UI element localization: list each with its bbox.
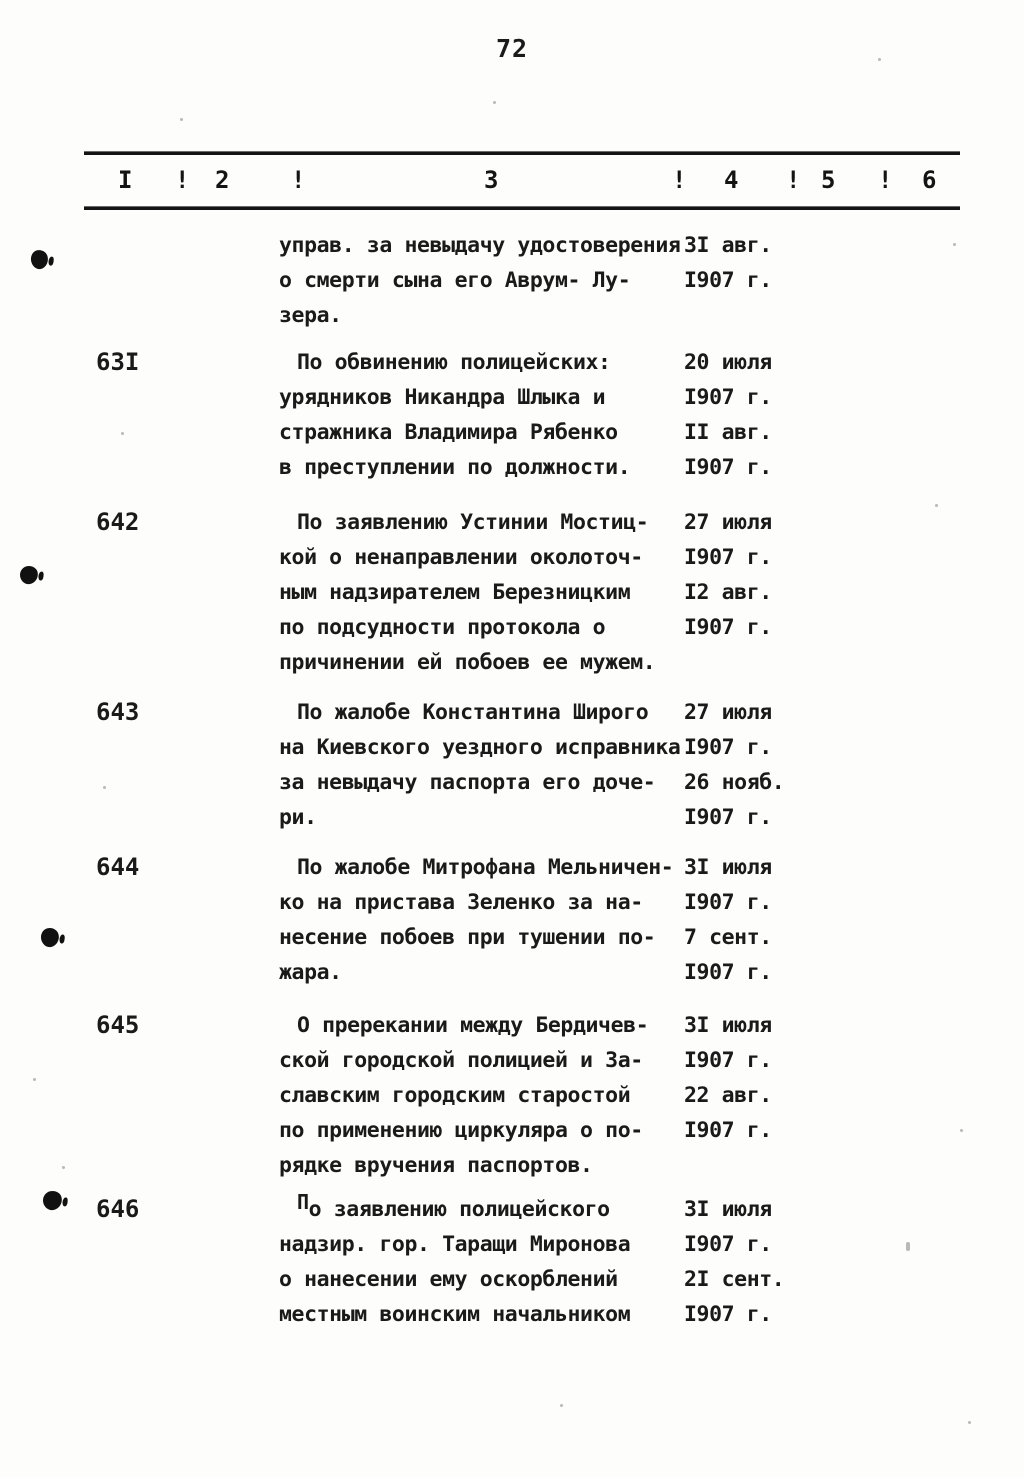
entry-line-text: ным надзирателем Березницким [279, 580, 631, 605]
entry-line [279, 450, 979, 485]
entry-line-date: I907 г. [684, 545, 772, 570]
entry-line [279, 415, 979, 450]
entry-body [279, 505, 979, 680]
entry-line-text: ри. [279, 805, 317, 830]
scan-speck [968, 1421, 971, 1424]
entry-number: 645 [96, 1011, 140, 1039]
scan-speck [121, 432, 124, 435]
entry-line-date: I907 г. [684, 1302, 772, 1327]
entry-line-text: кой о ненаправлении околоточ- [279, 545, 643, 570]
entry-body [279, 345, 979, 485]
entry-line-text: рядке вручения паспортов. [279, 1153, 593, 1178]
entry-number: 646 [96, 1195, 140, 1223]
entry-line-date: I907 г. [684, 455, 772, 480]
ink-blot-2 [18, 564, 39, 585]
entry-body [279, 850, 979, 990]
entry-line-date: 22 авг. [684, 1083, 772, 1108]
entry-line-text: о смерти сына его Аврум- Лу- [279, 268, 631, 293]
entry-line-text: зера. [279, 303, 342, 328]
entry-line-date: 3I авг. [684, 233, 772, 258]
entry-line-text: славским городским старостой [279, 1083, 631, 1108]
scan-speck [103, 786, 106, 789]
entry-line-date: I907 г. [684, 735, 772, 760]
scan-speck [935, 504, 938, 507]
entry-line-date: 27 июля [684, 510, 772, 535]
entry-line-text: несение побоев при тушении по- [279, 925, 656, 950]
entry-line-text: на Киевского уездного исправника [279, 735, 681, 760]
entry-line-date: 7 сент. [684, 925, 772, 950]
entry-line [279, 695, 979, 730]
entry-line-text: ко на пристава Зеленко за на- [279, 890, 643, 915]
entry-line-text: за невыдачу паспорта его доче- [279, 770, 656, 795]
entry-line-date: 3I июля [684, 1197, 772, 1222]
entry-line [279, 1227, 979, 1262]
entry-line [279, 610, 979, 645]
entry-line-date: I907 г. [684, 385, 772, 410]
entry-line-date: I907 г. [684, 1048, 772, 1073]
entry-body [279, 695, 979, 835]
entry-line-text: О пререкании между Бердичев- [297, 1013, 649, 1038]
entry-number: 643 [96, 698, 140, 726]
scan-speck [493, 101, 496, 104]
entry-line [279, 765, 979, 800]
entry-line-date: 3I июля [684, 1013, 772, 1038]
column-number-8: ! [786, 166, 801, 194]
entry-body [279, 228, 979, 333]
entry-line-text: о нанесении ему оскорблений [279, 1267, 618, 1292]
entry-number: 63I [96, 348, 140, 376]
column-number-6: ! [672, 166, 687, 194]
scan-speck [33, 1078, 36, 1081]
column-number-11: 6 [922, 166, 937, 194]
entry-line [279, 345, 979, 380]
column-number-5: 3 [484, 166, 499, 194]
entry-line-date: 26 нояб. [684, 770, 785, 795]
entry-line-text: урядников Никандра Шлыка и [279, 385, 606, 410]
entry-line-text: По жалобе Константина Широго [297, 700, 649, 725]
entry-line-text: По обвинению полицейских: [297, 350, 611, 375]
entry-line-text: По жалобе Митрофана Мельничен- [297, 855, 674, 880]
entry-line [279, 1008, 979, 1043]
entry-line [279, 298, 979, 333]
entry-line [279, 1262, 979, 1297]
entry-line-date: 3I июля [684, 855, 772, 880]
scan-speck [953, 243, 956, 246]
entry-line [279, 575, 979, 610]
entry-line-date: I907 г. [684, 1232, 772, 1257]
entry-body [279, 1008, 979, 1183]
entry-line [279, 228, 979, 263]
column-number-10: ! [878, 166, 893, 194]
entry-line-date: I2 авг. [684, 580, 772, 605]
entry-number: 644 [96, 853, 140, 881]
scan-speck [62, 1166, 65, 1169]
ink-blot-3 [39, 926, 61, 948]
ink-blot-1 [29, 248, 50, 270]
scan-speck [560, 1404, 563, 1407]
entry-line-text: местным воинским начальником [279, 1302, 631, 1327]
scan-speck [960, 1129, 963, 1132]
entry-line-text: в преступлении по должности. [279, 455, 631, 480]
entry-line-date: 27 июля [684, 700, 772, 725]
entry-line-text: надзир. гор. Таращи Миронова [279, 1232, 631, 1257]
scan-speck [180, 118, 183, 121]
entry-line [279, 920, 979, 955]
entry-line [279, 730, 979, 765]
column-number-9: 5 [821, 166, 836, 194]
entry-line-date: II авг. [684, 420, 772, 445]
entry-line [279, 885, 979, 920]
entry-line-date: 2I сент. [684, 1267, 785, 1292]
entry-line-date: I907 г. [684, 615, 772, 640]
entry-line-date: I907 г. [684, 1118, 772, 1143]
entry-line [279, 1148, 979, 1183]
entry-line [279, 850, 979, 885]
column-number-1: I [118, 166, 133, 194]
column-number-7: 4 [724, 166, 739, 194]
entry-line-date: I907 г. [684, 960, 772, 985]
entry-line-date: 20 июля [684, 350, 772, 375]
entry-line-date: I907 г. [684, 268, 772, 293]
entry-line-text: по применению циркуляра о по- [279, 1118, 643, 1143]
entry-line-date: I907 г. [684, 890, 772, 915]
column-number-4: ! [291, 166, 306, 194]
column-number-2: ! [175, 166, 190, 194]
entry-line [279, 800, 979, 835]
entry-body [279, 1192, 979, 1332]
entry-line [279, 645, 979, 680]
entry-line [279, 1078, 979, 1113]
entry-line-text: управ. за невыдачу удостоверения [279, 233, 681, 258]
entry-line [279, 263, 979, 298]
entry-line [279, 1043, 979, 1078]
raised-capital-letter: П [297, 1190, 309, 1214]
page-number: 72 [495, 34, 529, 63]
column-number-3: 2 [215, 166, 230, 194]
entry-line-text: По заявлению Устинии Мостиц- [297, 510, 649, 535]
entry-line-text-rest: о заявлению полицейского [308, 1197, 610, 1222]
entry-line-text: ской городской полицией и За- [279, 1048, 643, 1073]
entry-line [279, 505, 979, 540]
entry-line-text: причинении ей побоев ее мужем. [279, 650, 656, 675]
scan-speck [906, 1242, 910, 1251]
entry-line-date: I907 г. [684, 805, 772, 830]
scan-speck [878, 58, 881, 61]
entry-line-text: жара. [279, 960, 342, 985]
entry-number: 642 [96, 508, 140, 536]
ink-blot-4 [41, 1189, 64, 1212]
header-rule-top [84, 152, 960, 155]
entry-line-text [297, 1192, 610, 1227]
entry-line-text: по подсудности протокола о [279, 615, 606, 640]
entry-line [279, 540, 979, 575]
entry-line [279, 380, 979, 415]
column-number-header [84, 152, 960, 210]
entry-line [279, 1192, 979, 1227]
header-rule-bottom [84, 207, 960, 210]
entry-line [279, 955, 979, 990]
entry-line [279, 1297, 979, 1332]
entry-line-text: стражника Владимира Рябенко [279, 420, 618, 445]
entry-line [279, 1113, 979, 1148]
